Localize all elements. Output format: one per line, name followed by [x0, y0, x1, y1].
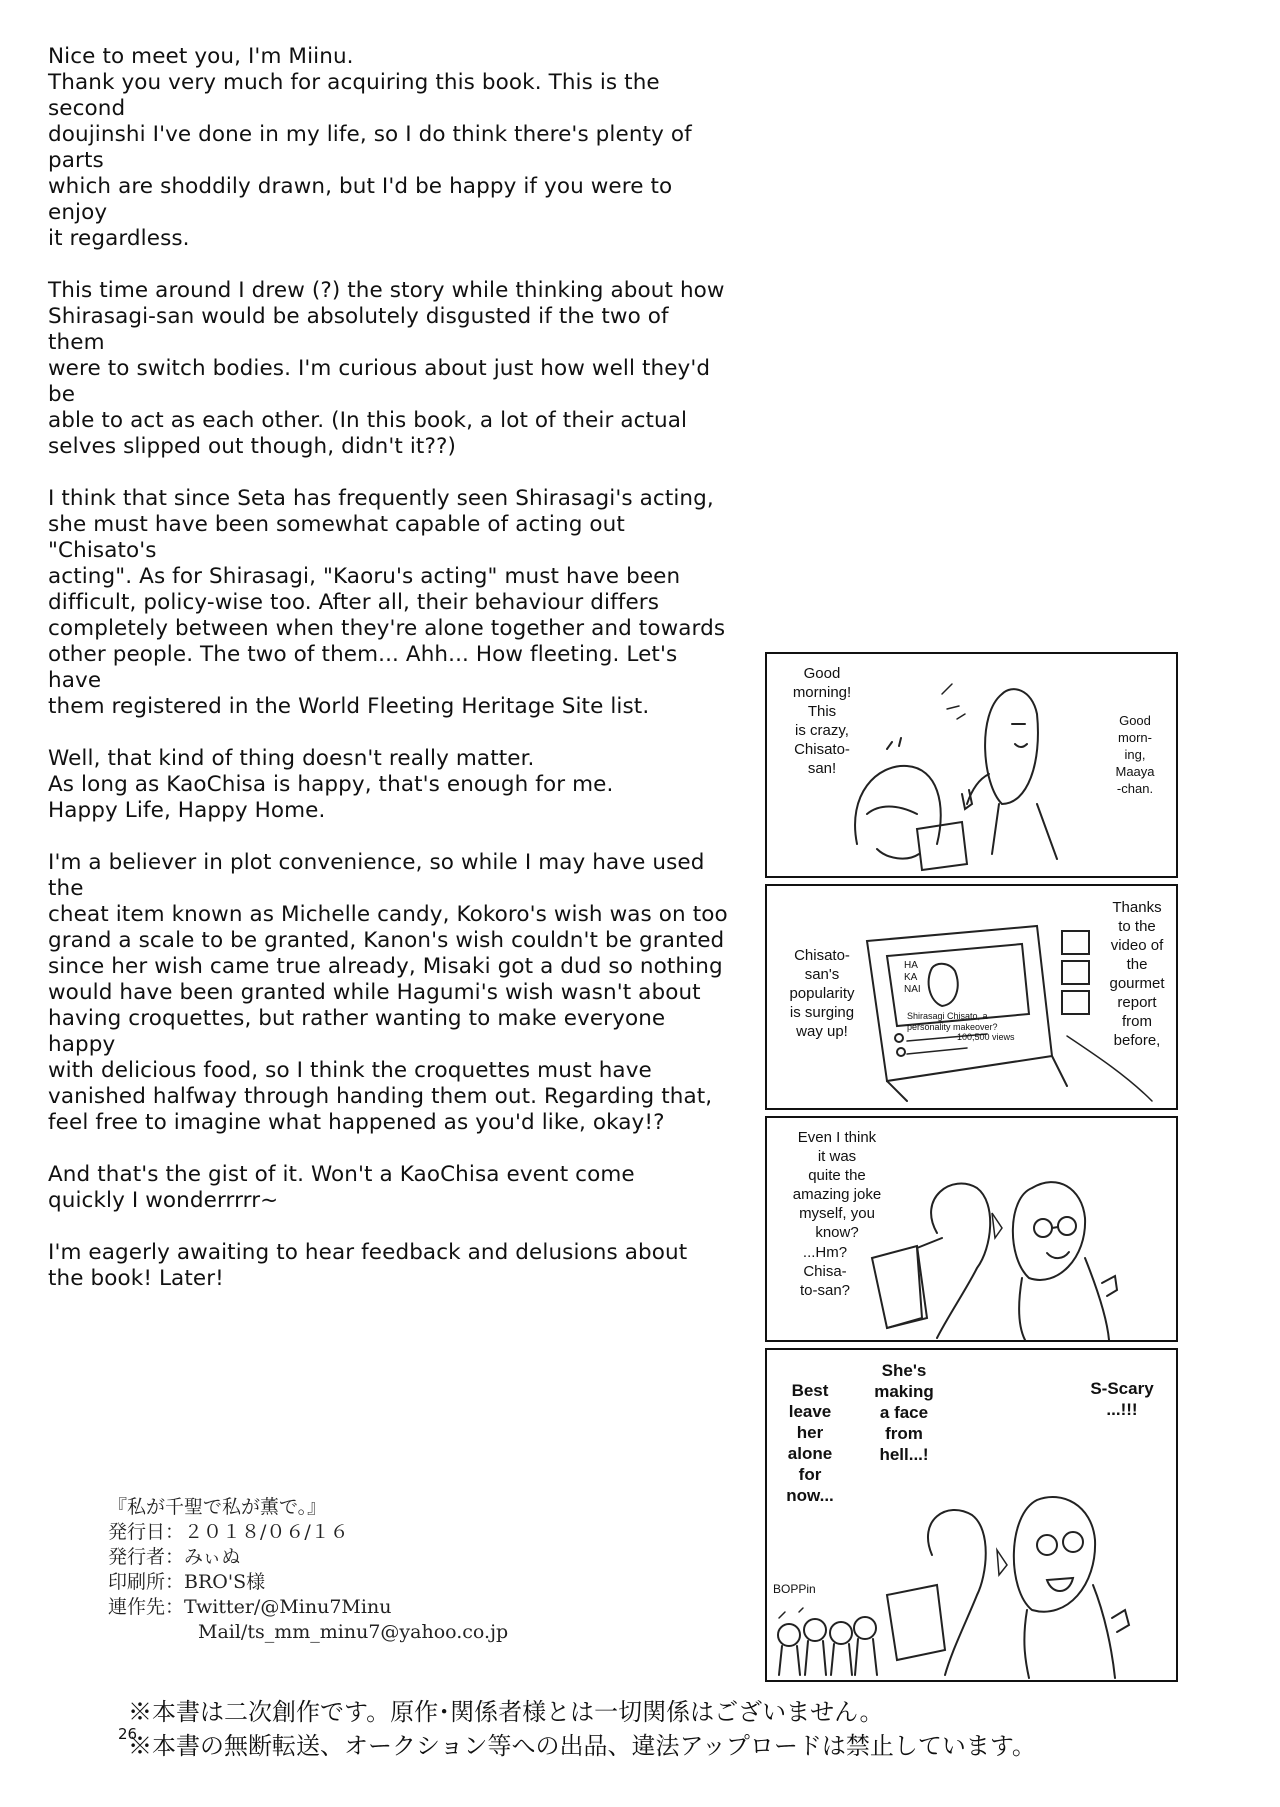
disclaimer-line-2: ※本書の無断転送、オークション等への出品、違法アップロードは禁止しています。: [128, 1732, 1036, 1760]
afterword-paragraph: Nice to meet you, I'm Miinu. Thank you very much for acquiring this book. This is the second doujinshi I've done in my life, so I do think there's plenty of parts which are shoddily drawn, but I'd be happy if you were to enjoy it regardless.: [48, 44, 692, 251]
afterword-paragraph: I'm eagerly awaiting to hear feedback and delusions about the book! Later!: [48, 1240, 688, 1291]
page-number: 26: [118, 1725, 138, 1743]
afterword-paragraph: I'm a believer in plot convenience, so while I may have used the cheat item known as Michelle candy, Kokoro's wish was on too grand a scale to be granted, Kanon's wish couldn't be granted since her wish came true already, Misaki got a dud so nothing would have been granted while Hagumi's wish wasn't about having croquettes, but rather wanting to make everyone happy with delicious food, so I think the croquettes must have vanished halfway through handing them out. Regarding that, feel free to imagine what happened as you'd like, okay!?: [48, 850, 728, 1135]
comic-panel-3: [765, 1116, 1178, 1342]
colophon-title: 『私が千聖で私が薫で。』: [108, 1496, 327, 1518]
afterword-paragraph: I think that since Seta has frequently seen Shirasagi's acting, she must have been somewhat capable of acting out "Chisato's acting". As for Shirasagi, "Kaoru's acting" must have been difficult, policy-wise too. After all, their behaviour differs completely between when they're alone together and towards other people. The two of them... Ahh... How fleeting. Let's have them registered in the World Fleeting Heritage Site list.: [48, 486, 726, 719]
colophon-printer: 印刷所：BRO'S様: [108, 1571, 266, 1593]
afterword-text: [48, 44, 728, 1318]
panel-4-right-bubble: S-Scary ...!!!: [1090, 1379, 1154, 1419]
afterword-paragraph: This time around I drew (?) the story while thinking about how Shirasagi-san would be absolutely disgusted if the two of them were to switch bodies. I'm curious about just how well they'd be able to act as each other. (In this book, a lot of their actual selves slipped out though, didn't it??): [48, 278, 725, 459]
colophon: [108, 1495, 508, 1645]
colophon-contact: 連作先：Twitter/@Minu7Minu: [108, 1596, 392, 1618]
disclaimer-line-1: ※本書は二次創作です。原作･関係者様とは一切関係はございません。: [128, 1698, 884, 1726]
video-caption: Shirasagi Chisato, a personality makeover?: [907, 1011, 998, 1032]
panel-2-right-bubble: Thanks to the video of the gourmet report from before,: [1109, 899, 1165, 1049]
panel-1-left-bubble: Good morning! This is crazy, Chisato- san!: [792, 665, 852, 777]
video-views: 100,500 views: [957, 1032, 1015, 1042]
disclaimer: [128, 1695, 1036, 1763]
four-panel-comic: [765, 652, 1176, 1682]
panel-4-sfx: BOPPin: [773, 1582, 816, 1596]
afterword-paragraph: And that's the gist of it. Won't a KaoChisa event come quickly I wonderrrrr~: [48, 1162, 635, 1213]
panel-2-left-bubble: Chisato- san's popularity is surging way up!: [789, 947, 855, 1040]
comic-panel-2: [765, 884, 1178, 1110]
panel-3-bottom-bubble: ...Hm? Chisa- to-san?: [799, 1244, 851, 1299]
colophon-mail: Mail/ts_mm_minu7@yahoo.co.jp: [198, 1621, 509, 1643]
screen-text: HA KA NAI: [904, 960, 921, 995]
panel-3-top-bubble: Even I think it was quite the amazing joke myself, you know?: [792, 1129, 882, 1241]
panel-4-left-bubble: Best leave her alone for now...: [786, 1381, 834, 1505]
panel-4-middle-bubble: She's making a face from hell...!: [874, 1361, 934, 1464]
comic-panel-4: [765, 1348, 1178, 1682]
afterword-paragraph: Well, that kind of thing doesn't really matter. As long as KaoChisa is happy, that's enough for me. Happy Life, Happy Home.: [48, 746, 614, 823]
comic-panel-1: [765, 652, 1178, 878]
panel-1-right-bubble: Good morn- ing, Maaya -chan.: [1115, 713, 1155, 796]
colophon-date: 発行日：２０１８/０６/１６: [108, 1521, 349, 1543]
colophon-publisher: 発行者：みぃぬ: [108, 1546, 241, 1568]
